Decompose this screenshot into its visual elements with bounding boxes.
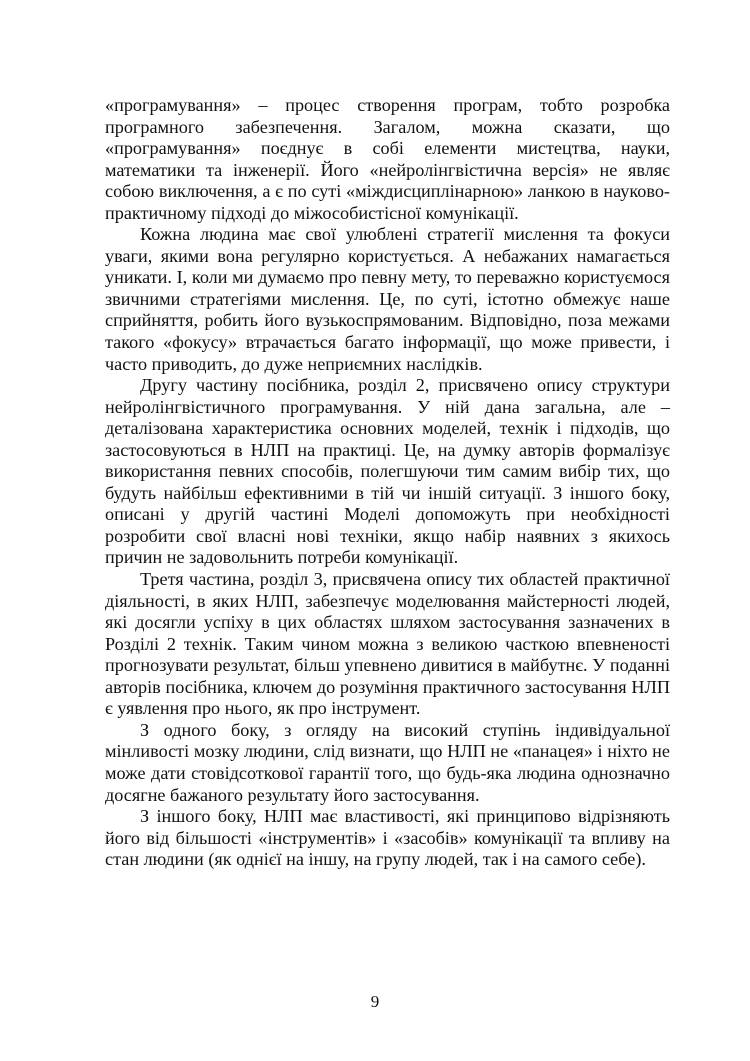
paragraph-on-other-hand: З іншого боку, НЛП має властивості, які принципово відрізняють його від більшості «інструментів» і «засобів» комунікації та впливу на стан людини (як однієї на іншу, на групу людей, так і на самого себе).	[105, 806, 670, 870]
paragraph-on-one-hand: З одного боку, з огляду на високий ступінь індивідуальної мінливості мозку людини, слід визнати, що НЛП не «панацея» і ніхто не може дати стовідсоткової гарантії того, що будь-яка людина однозначно досягне бажаного результату його застосування.	[105, 719, 670, 805]
paragraph-part-three: Третя частина, розділ 3, присвячена опису тих областей практичної діяльності, в яких НЛП, забезпечує моделювання майстерності людей, які досягли успіху в цих областях шляхом застосування зазначених в Розділі 2 технік. Таким чином можна з великою часткою впевненості прогнозувати результат, більш упевнено дивитися в майбутнє. У поданні авторів посібника, ключем до розуміння практичного застосування НЛП є уявлення про нього, як про інструмент.	[105, 569, 670, 719]
body-text	[105, 95, 670, 871]
paragraph-thinking-strategies: Кожна людина має свої улюблені стратегії мислення та фокуси уваги, якими вона регулярно користується. А небажаних намагається уникати. І, коли ми думаємо про певну мету, то переважно користуємося звичними стратегіями мислення. Це, по суті, істотно обмежує наше сприйняття, робить його вузькоспрямованим. Відповідно, поза межами такого «фокусу» втрачається багато інформації, що може привести, і часто приводить, до дуже неприємних наслідків.	[105, 224, 670, 374]
paragraph-continuation: «програмування» – процес створення програм, тобто розробка програмного забезпечення. Загалом, можна сказати, що «програмування» поєднує в собі елементи мистецтва, науки, математики та інженерії. Його «нейролінгвістична версія» не являє собою виключення, а є по суті «міждисциплінарною» ланкою в науково-практичному підході до міжособистісної комунікації.	[105, 95, 670, 223]
page-number: 9	[370, 992, 380, 1011]
paragraph-part-two: Другу частину посібника, розділ 2, присвячено опису структури нейролінгвістичного програмування. У ній дана загальна, але – деталізована характеристика основних моделей, технік і підходів, що застосовуються в НЛП на практиці. Це, на думку авторів формалізує використання певних способів, полегшуючи тим самим вибір тих, що будуть найбільш ефективними в тій чи іншій ситуації. З іншого боку, описані у другій частині Моделі допоможуть при необхідності розробити свої власні нові техніки, якщо набір наявних з якихось причин не задовольнить потреби комунікації.	[105, 375, 670, 568]
